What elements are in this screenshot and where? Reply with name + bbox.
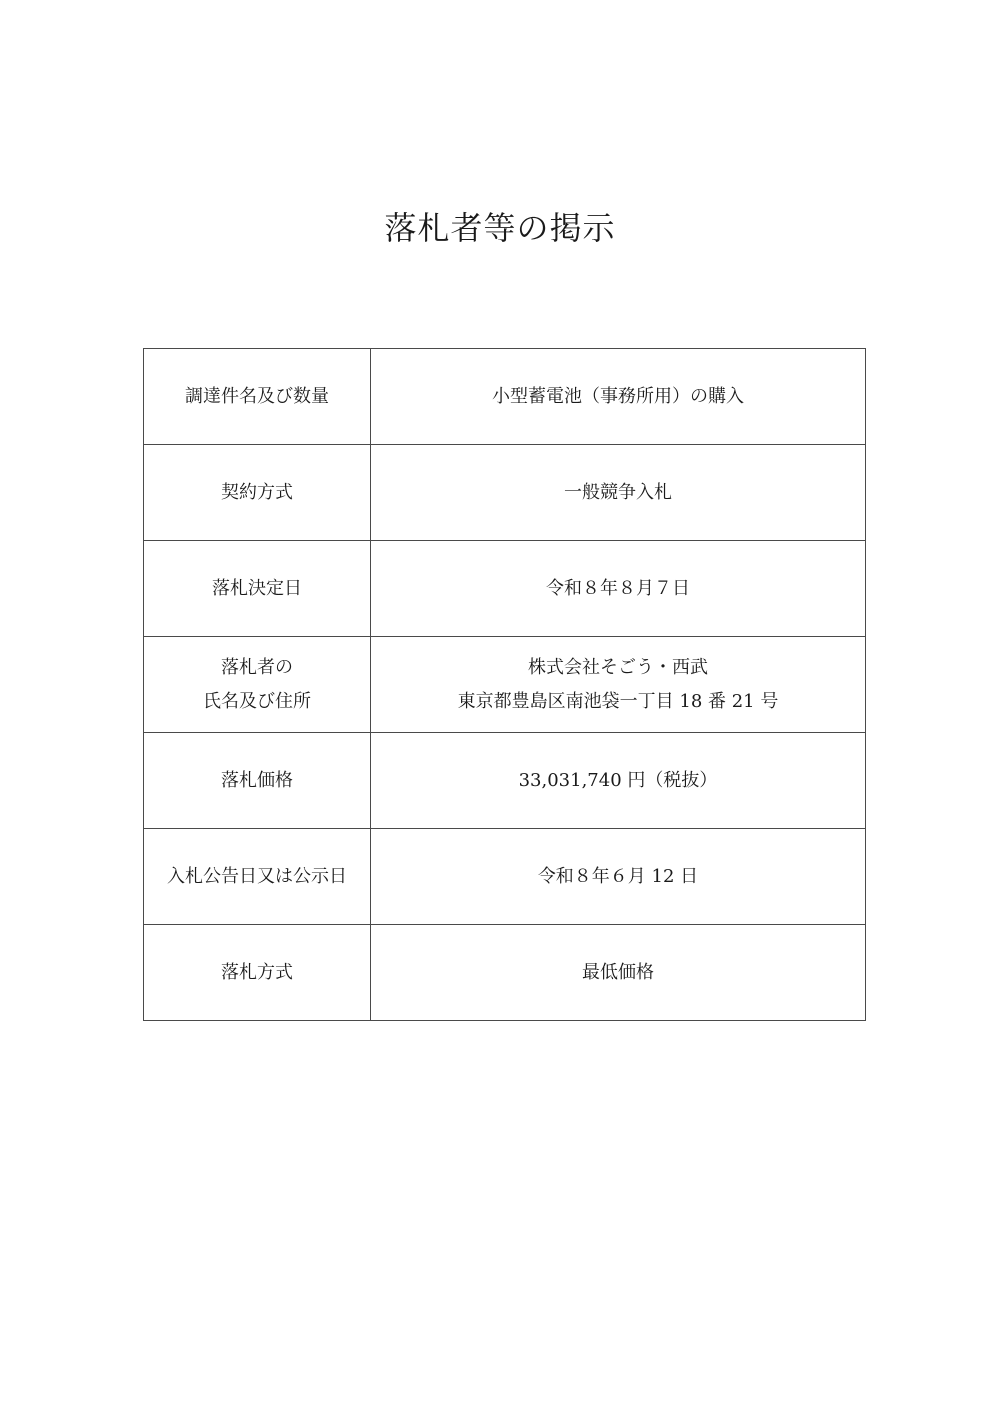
table-row <box>144 637 866 733</box>
table-row <box>144 829 866 925</box>
row-label-line: 契約方式 <box>221 481 293 503</box>
row-value-procurement-item <box>371 349 866 445</box>
row-label-award-price <box>144 733 371 829</box>
row-value-award-method <box>371 925 866 1021</box>
row-label-line: 入札公告日又は公示日 <box>167 865 347 887</box>
notice-table <box>143 348 866 1021</box>
row-value-line: 33,031,740 円（税抜） <box>518 769 718 791</box>
row-label-procurement-item <box>144 349 371 445</box>
table-row <box>144 349 866 445</box>
row-value-line: 一般競争入札 <box>564 481 672 503</box>
row-label-contract-method <box>144 445 371 541</box>
row-value-line: 最低価格 <box>582 961 654 983</box>
row-label-line: 落札価格 <box>221 769 293 791</box>
row-label-line: 落札決定日 <box>212 577 302 599</box>
row-label-award-date <box>144 541 371 637</box>
row-value-award-price <box>371 733 866 829</box>
row-label-line: 氏名及び住所 <box>203 690 311 712</box>
row-value-line: 小型蓄電池（事務所用）の購入 <box>492 385 744 407</box>
row-label-winner <box>144 637 371 733</box>
winner-name: 株式会社そごう・西武 <box>528 656 708 678</box>
row-label-line: 落札方式 <box>221 961 293 983</box>
row-value-winner <box>371 637 866 733</box>
row-value-contract-method <box>371 445 866 541</box>
row-value-announcement-date <box>371 829 866 925</box>
winner-address: 東京都豊島区南池袋一丁目 18 番 21 号 <box>457 690 779 712</box>
table-row <box>144 541 866 637</box>
row-value-line: 令和８年８月７日 <box>546 577 690 599</box>
row-label-announcement-date <box>144 829 371 925</box>
row-label-line: 調達件名及び数量 <box>185 385 329 407</box>
table-row <box>144 733 866 829</box>
table-row <box>144 445 866 541</box>
row-label-award-method <box>144 925 371 1021</box>
row-value-line: 令和８年６月 12 日 <box>537 865 699 887</box>
row-value-award-date <box>371 541 866 637</box>
table-row <box>144 925 866 1021</box>
page-title: 落札者等の掲示 <box>384 209 616 247</box>
row-label-line: 落札者の <box>221 656 293 678</box>
